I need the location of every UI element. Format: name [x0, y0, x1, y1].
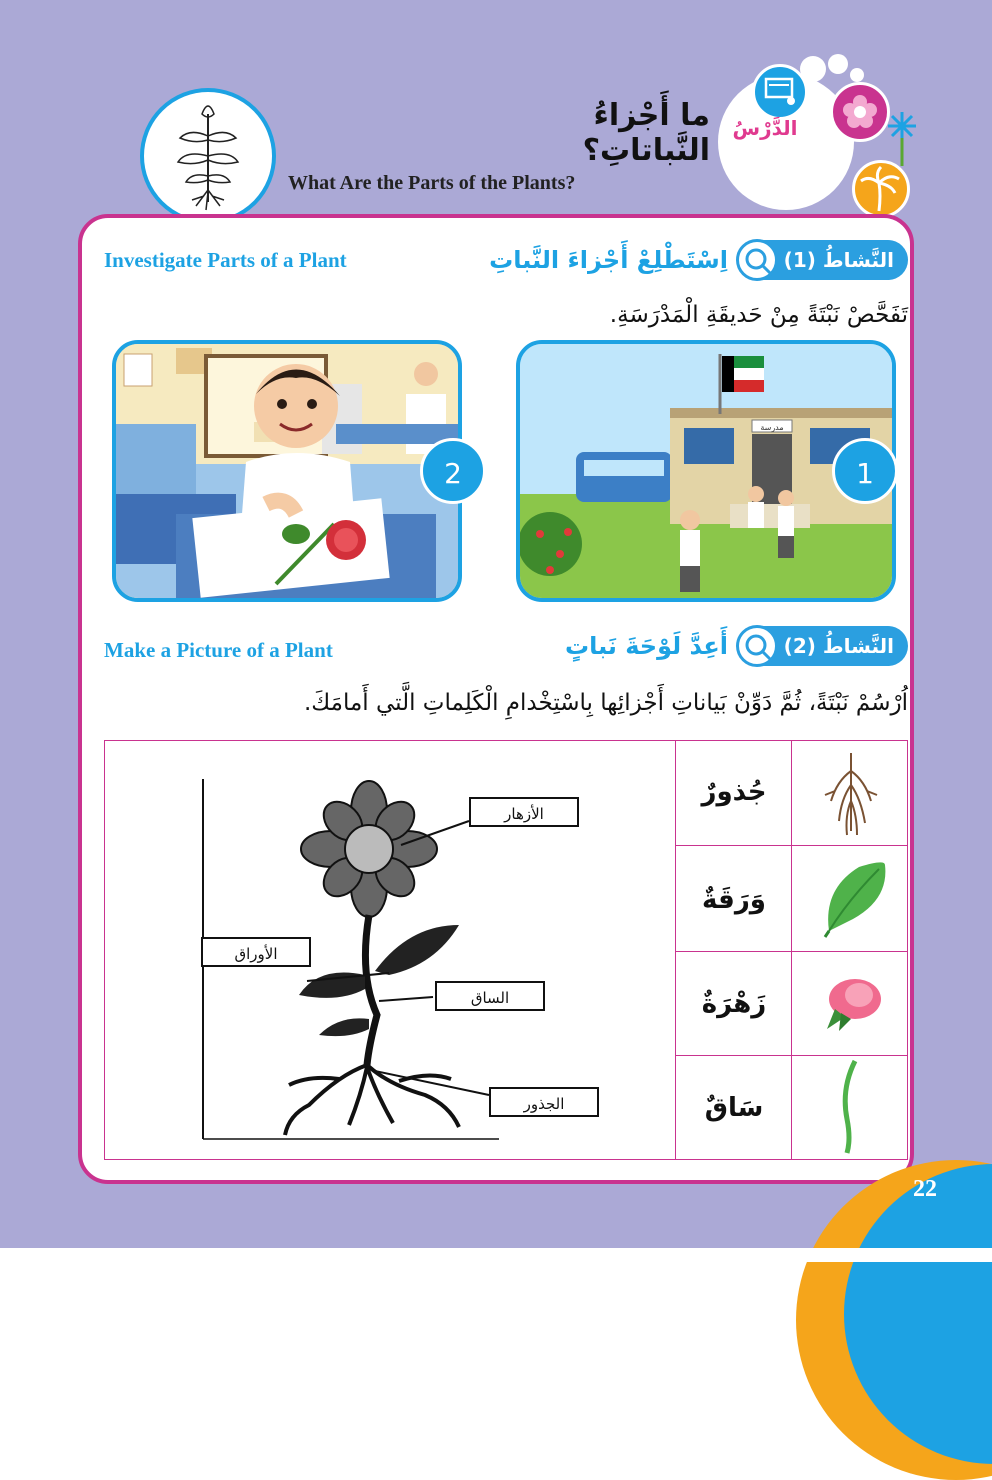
- roots-icon: [821, 751, 881, 837]
- activity2-instruction: اُرْسُمْ نَبْتَةً، ثُمَّ دَوِّنْ بَياناتِ أَجْزائِها بِاسْتِخْدامِ الْكَلِماتِ الَّتي أَمامَكَ.: [303, 690, 908, 716]
- image-number-badge-1: 1: [832, 438, 898, 504]
- flower-head-drawing: [301, 781, 437, 917]
- activity1-title-arabic: اِسْتَطْلِعْ أَجْزاءَ النَّباتِ: [489, 246, 728, 274]
- activity2-title-arabic: أَعِدَّ لَوْحَةَ نَباتٍ: [564, 632, 728, 660]
- tree-outline-icon: [818, 142, 852, 186]
- leaf-icon: [819, 859, 889, 939]
- lesson-label: الدَّرْسُ: [732, 116, 798, 140]
- school-sign-text: مدرسة: [760, 423, 784, 432]
- flower-badge-icon: [830, 82, 890, 142]
- activity1-label: النَّشاطُ (1): [783, 248, 894, 272]
- label-roots: الجذور: [489, 1087, 599, 1117]
- word-stem: سَاقٌ: [704, 1093, 764, 1123]
- page-bottom-strip: [0, 1248, 992, 1262]
- page-number: 22: [913, 1176, 937, 1202]
- word-leaf: وَرَقَةٌ: [702, 885, 766, 915]
- label-flowers: الأزهار: [469, 797, 579, 827]
- activity1-title-english: Investigate Parts of a Plant: [104, 248, 347, 272]
- palm-tree-badge-icon: [852, 160, 910, 218]
- label-leaves: الأوراق: [201, 937, 311, 967]
- activity1-instruction: تَفَحَّصْ نَبْتَةً مِنْ حَديقَةِ الْمَدْرَسَةِ.: [609, 302, 908, 328]
- page-title-english: What Are the Parts of the Plants?: [288, 172, 576, 194]
- label-stem: الساق: [435, 981, 545, 1011]
- lesson-plant-icon-circle: [140, 88, 276, 224]
- magnifier-icon: [736, 625, 778, 667]
- decor-bubble: [828, 54, 848, 74]
- word-roots: جُذورٌ: [701, 777, 767, 807]
- plant-sketch-icon: [144, 92, 272, 220]
- blue-flower-icon: [882, 108, 922, 168]
- activity2-title-english: Make a Picture of a Plant: [104, 638, 333, 662]
- page-title-arabic: ما أَجْزاءُ النَّباتاتِ؟: [582, 98, 710, 168]
- flower-icon: [821, 973, 885, 1037]
- image-number-badge-2: 2: [420, 438, 486, 504]
- plant-parts-table: [104, 740, 908, 1160]
- teacher-board-icon: [752, 64, 808, 120]
- classroom-illustration: [112, 340, 462, 602]
- decor-bubble: [850, 68, 864, 82]
- activity2-label: النَّشاطُ (2): [783, 634, 894, 658]
- word-flower: زَهْرَةٌ: [701, 989, 767, 1019]
- stem-icon: [829, 1059, 869, 1155]
- magnifier-icon: [736, 239, 778, 281]
- roots-drawing: [285, 1065, 459, 1135]
